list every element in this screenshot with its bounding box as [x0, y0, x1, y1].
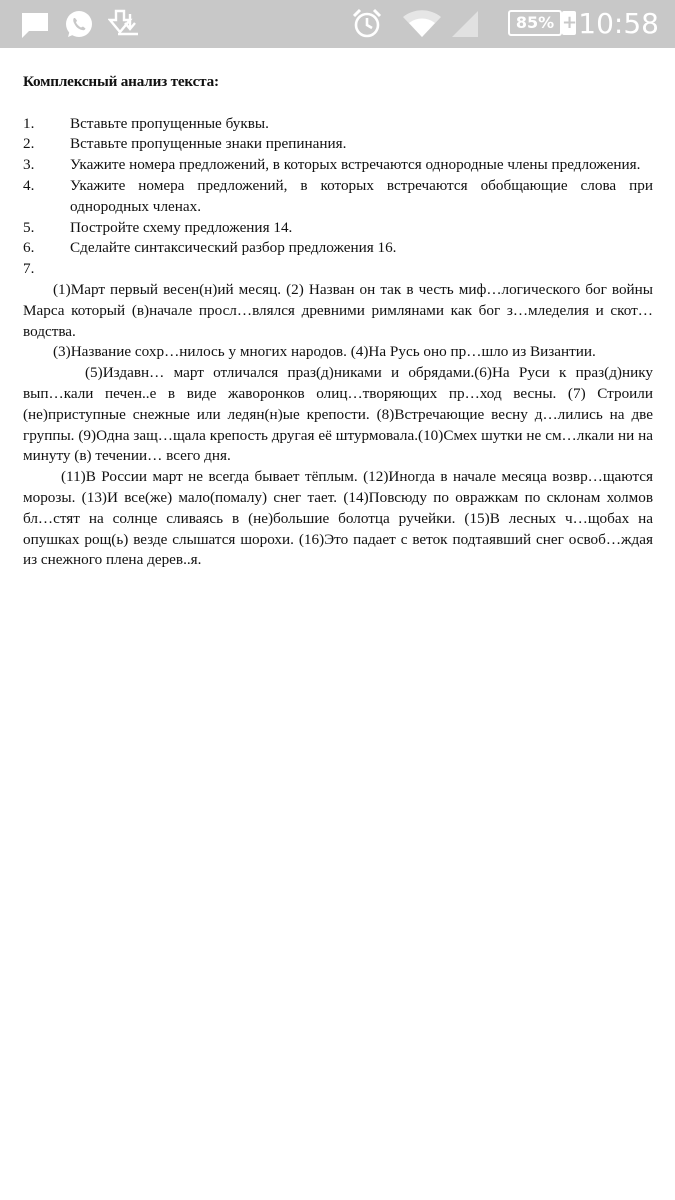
- wifi-icon: [402, 9, 442, 39]
- alarm-icon: [352, 8, 382, 40]
- text-paragraph: (3)Название сохр…нилось у многих народов. (4)На Русь оно пр…шло из Византии.: [53, 343, 596, 361]
- task-item: [23, 218, 653, 239]
- task-text: Постройте схему предложения 14.: [70, 218, 293, 236]
- task-item: [23, 176, 653, 218]
- task-text: Укажите номера предложений, в которых встречаются однородные члены предложения.: [70, 156, 641, 174]
- battery-indicator: [508, 10, 576, 36]
- text-paragraph: (11)В России март не всегда бывает тёплым. (12)Иногда в начале месяца возвр…щаются морозы. (13)И все(же) мало(помалу) снег тает. (14)Повсюду по овражкам по склонам холмов бл…стят на солнце сливаясь в (не)большие болотца ручейки. (15)В лесных ч…щобах на опушках рощ(ь) везде слышатся шорохи. (16)Это падает с веток подтаявший снег освоб…ждая из снежного плена дерев..я.: [23, 468, 653, 569]
- task-item: [23, 155, 653, 176]
- task-list: [23, 114, 653, 280]
- status-bar: [0, 0, 675, 48]
- whatsapp-icon: [64, 9, 94, 39]
- text-paragraph: (5)Издавн… март отличался праз(д)никами и обрядами.(6)На Руси к праз(д)нику вып…кали печен..е в виде жаворонков олиц…творяющих пр…ход весны. (7) Строили (не)приступные снежные или ледян(н)ые крепости. (8)Встречающие весну д…лились на две группы. (9)Одна защ…щала крепость другая её штурмовала.(10)Смех шутки не см…лкали ни на минуту (в) течении… всего дня.: [23, 364, 653, 465]
- task-item: [23, 259, 653, 280]
- task-number: 5.: [23, 218, 35, 236]
- task-text: [70, 259, 653, 280]
- task-number: 4.: [23, 176, 35, 194]
- message-icon: [20, 10, 50, 40]
- task-number: 2.: [23, 135, 35, 153]
- task-text: Вставьте пропущенные буквы.: [70, 114, 269, 132]
- task-number: 1.: [23, 114, 35, 132]
- battery-percent: 85%: [515, 13, 555, 32]
- task-number: 3.: [23, 156, 35, 174]
- task-item: [23, 238, 653, 259]
- task-text: Укажите номера предложений, в которых встречаются обобщающие слова при однородных членах.: [70, 176, 653, 215]
- task-item: [23, 134, 653, 155]
- text-paragraph: (1)Март первый весен(н)ий месяц. (2) Назван он так в честь миф…логического бог войны Марса который (в)начале просл…влялся древними римлянами как бог з…мледелия и скот…водства.: [23, 280, 653, 340]
- task-number: 6.: [23, 239, 35, 257]
- task-number: 7.: [23, 260, 35, 278]
- download-icon: [108, 8, 140, 40]
- task-item: [23, 114, 653, 135]
- task-text: Вставьте пропущенные знаки препинания.: [70, 135, 347, 153]
- signal-icon: [450, 9, 480, 39]
- document-page: [23, 30, 653, 571]
- clock: 10:58: [578, 7, 659, 40]
- task-text: Сделайте синтаксический разбор предложения 16.: [70, 239, 397, 257]
- battery-charging-plus: +: [562, 12, 578, 33]
- section-heading: Комплексный анализ текста:: [23, 72, 219, 90]
